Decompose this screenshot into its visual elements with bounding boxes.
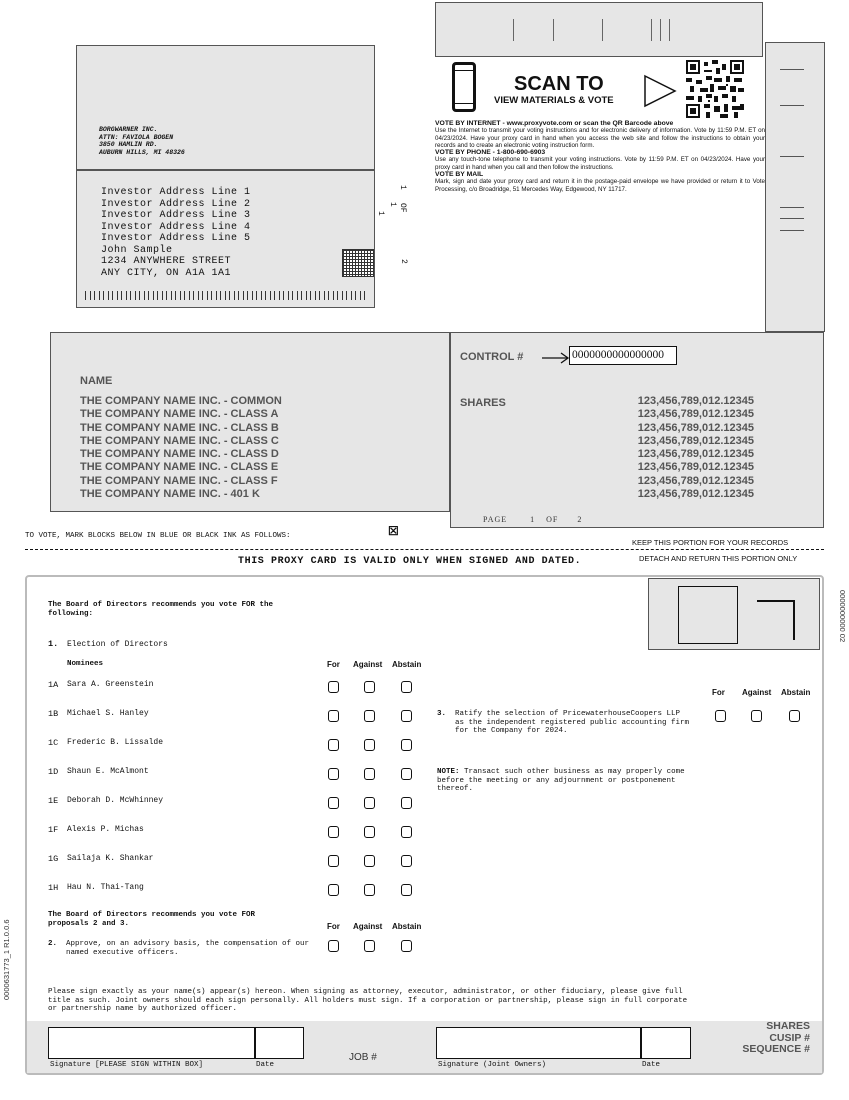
detach-line (25, 549, 824, 550)
nominee-abstain-checkbox[interactable] (401, 797, 412, 809)
page-marker: 1 (398, 185, 407, 190)
share-amount: 123,456,789,012.12345 (637, 395, 754, 407)
sender-line: AUBURN HILLS, MI 48326 (99, 148, 185, 156)
item-2-text: Approve, on an advisory basis, the compensation of our named executive officers. (66, 940, 310, 957)
recipient-address-panel (76, 170, 408, 308)
nominee-name: Sailaja K. Shankar (67, 854, 154, 863)
mark-example-box: ☒ (388, 524, 399, 538)
share-amount: 123,456,789,012.12345 (637, 488, 754, 501)
company-line: THE COMPANY NAME INC. - CLASS A (80, 408, 279, 421)
page-marker: 1 (388, 202, 397, 207)
nominee-for-checkbox[interactable] (328, 681, 339, 693)
col-for-header-3: For (712, 688, 725, 697)
board-recommendation-1: The Board of Directors recommends you vote FOR the following: (48, 601, 274, 618)
investor-line: Investor Address Line 1 (101, 187, 251, 198)
joint-date-box[interactable] (641, 1027, 691, 1059)
nominee-name: Frederic B. Lissalde (67, 738, 164, 747)
nominee-abstain-checkbox[interactable] (401, 739, 412, 751)
keep-portion-text: KEEP THIS PORTION FOR YOUR RECORDS (632, 538, 789, 547)
share-amount: 123,456,789,012.12345 (637, 434, 754, 447)
nominee-for-checkbox[interactable] (328, 797, 339, 809)
page-label: PAGE (483, 515, 508, 524)
sender-line: ATTN: FAVIOLA BOGEN (99, 133, 174, 141)
item-3-for-checkbox[interactable] (715, 710, 726, 722)
company-line: THE COMPANY NAME INC. - CLASS C (80, 434, 279, 447)
investor-line: 1234 ANYWHERE STREET (101, 256, 232, 267)
joint-signature-box[interactable] (436, 1027, 641, 1059)
note-text (437, 768, 693, 794)
sender-line: 3850 HAMLIN RD. (99, 141, 158, 148)
share-amount: 123,456,789,012.12345 (637, 408, 754, 421)
nominee-for-checkbox[interactable] (328, 855, 339, 867)
nominee-for-checkbox[interactable] (328, 884, 339, 896)
smartphone-icon (452, 62, 476, 112)
nominee-for-checkbox[interactable] (328, 768, 339, 780)
nominee-against-checkbox[interactable] (364, 855, 375, 867)
right-margin-code: 0000000000 02 (838, 590, 847, 643)
shares-label: SHARES (460, 397, 506, 409)
scan-subheading: VIEW MATERIALS & VOTE (494, 95, 614, 106)
nominee-against-checkbox[interactable] (364, 739, 375, 751)
control-label: CONTROL # (460, 351, 524, 363)
investor-line: Investor Address Line 4 (101, 221, 251, 233)
sender-address-panel (76, 45, 375, 170)
item-3-text: Ratify the selection of PricewaterhouseCoopers LLP as the independent registered public accounting firm for the Company for 2024. (455, 710, 690, 735)
nominees-header: Nominees (67, 660, 104, 668)
nominee-id: 1A (48, 680, 59, 690)
company-line: THE COMPANY NAME INC. - CLASS F (80, 474, 278, 487)
investor-line: ANY CITY, ON A1A 1A1 (101, 267, 232, 279)
item-1-number: 1. (48, 639, 59, 649)
col-against-header-3: Against (742, 688, 772, 697)
job-label: JOB # (349, 1052, 377, 1063)
col-for-header-2: For (327, 922, 340, 931)
holdings-shares-panel (450, 332, 824, 528)
note-label: NOTE: (437, 768, 460, 776)
shares-code-label: SHARES (766, 1020, 810, 1032)
company-line: THE COMPANY NAME INC. - CLASS B (80, 421, 279, 434)
date-box[interactable] (255, 1027, 304, 1059)
phone-vote-text: Use any touch-tone telephone to transmit your voting instructions. Vote by 11:59 P.M. ET on 04/23/2024. Have your proxy card in hand when you call and then follow the instructions. (435, 156, 765, 171)
nominee-against-checkbox[interactable] (364, 797, 375, 809)
signature-box[interactable] (48, 1027, 255, 1059)
scanner-mark-panel (648, 578, 820, 650)
nominee-abstain-checkbox[interactable] (401, 826, 412, 838)
nominee-abstain-checkbox[interactable] (401, 710, 412, 722)
joint-signature-label: Signature (Joint Owners) (438, 1061, 547, 1069)
phone-vote-heading: VOTE BY PHONE - 1-800-690-6903 (435, 149, 546, 157)
nominee-against-checkbox[interactable] (364, 826, 375, 838)
share-amount: 123,456,789,012.12345 (637, 461, 754, 474)
nominee-id: 1G (48, 854, 59, 864)
scanline-strip (435, 2, 763, 57)
nominee-for-checkbox[interactable] (328, 710, 339, 722)
col-abstain-header-2: Abstain (392, 922, 422, 931)
investor-line: Investor Address Line 2 (101, 198, 251, 210)
sign-instructions: Please sign exactly as your name(s) appear(s) hereon. When signing as attorney, executor, administrator, or other fiduciary, please give full title as such. Joint owners should each sign personally. All holders must sign. If a corporation or partnership, please sign in full corporate or partnership name by authorized officer. (48, 988, 688, 1014)
share-amount: 123,456,789,012.12345 (637, 421, 754, 434)
nominee-abstain-checkbox[interactable] (401, 768, 412, 780)
company-line: THE COMPANY NAME INC. - 401 K (80, 488, 260, 501)
item-2-number: 2. (48, 940, 58, 948)
col-against-header: Against (353, 660, 383, 669)
page-total: 2 (577, 515, 583, 524)
nominee-id: 1D (48, 767, 59, 777)
investor-line: Investor Address Line 3 (101, 210, 251, 221)
name-label: NAME (80, 375, 113, 387)
nominee-name: Alexis P. Michas (67, 825, 144, 834)
internet-vote-text: Use the Internet to transmit your voting instructions and for electronic delivery of information. Vote by 11:59 P.M. ET on 04/23/2024. Have your proxy card in hand when you access the web site and follow the instructions to obtain your records and to create an electronic voting instruction form. (435, 127, 765, 149)
nominee-abstain-checkbox[interactable] (401, 855, 412, 867)
scan-to-heading: SCAN TO (514, 73, 604, 95)
page-of: OF (546, 515, 559, 524)
nominee-abstain-checkbox[interactable] (401, 884, 412, 896)
nominee-against-checkbox[interactable] (364, 710, 375, 722)
nominee-name: Michael S. Hanley (67, 709, 149, 718)
joint-date-label: Date (642, 1061, 661, 1069)
item-1-text: Election of Directors (67, 640, 168, 649)
mail-vote-heading: VOTE BY MAIL (435, 171, 484, 179)
play-arrow-icon (643, 74, 678, 108)
nominee-name: Hau N. Thai-Tang (67, 883, 144, 892)
col-against-header-2: Against (353, 922, 383, 931)
mark-instructions: TO VOTE, MARK BLOCKS BELOW IN BLUE OR BLACK INK AS FOLLOWS: (25, 532, 291, 540)
investor-line: Investor Address Line 5 (101, 233, 251, 244)
investor-line: John Sample (101, 244, 173, 256)
sender-line: BORGWARNER INC. (99, 126, 158, 133)
nominee-id: 1E (48, 796, 59, 806)
item-3-number: 3. (437, 710, 447, 718)
holdings-name-panel (50, 332, 450, 512)
nominee-id: 1C (48, 738, 59, 748)
nominee-id: 1B (48, 709, 59, 719)
nominee-id: 1F (48, 825, 59, 835)
datamatrix-grid-icon (342, 249, 374, 277)
item-3-against-checkbox[interactable] (751, 710, 762, 722)
col-abstain-header: Abstain (392, 660, 422, 669)
mail-vote-text: Mark, sign and date your proxy card and return it in the postage-paid envelope we have provided or return it to Vote Processing, c/o Broadridge, 51 Mercedes Way, Edgewood, NY 11717. (435, 178, 765, 193)
col-for-header: For (327, 660, 340, 669)
page-marker: 2 (399, 259, 408, 264)
company-line: THE COMPANY NAME INC. - CLASS D (80, 448, 279, 461)
internet-vote-heading: VOTE BY INTERNET - www.proxyvote.com or scan the QR Barcode above (435, 120, 674, 127)
cusip-label: CUSIP # (769, 1031, 810, 1044)
left-margin-code: 0000631773_1 R1.0.0.6 (2, 919, 11, 1000)
detach-portion-text: DETACH AND RETURN THIS PORTION ONLY (639, 554, 798, 563)
item-3-abstain-checkbox[interactable] (789, 710, 800, 722)
company-line: THE COMPANY NAME INC. - COMMON (80, 395, 282, 407)
right-side-panel (765, 42, 825, 332)
share-amount: 123,456,789,012.12345 (637, 448, 754, 461)
item-2-abstain-checkbox[interactable] (401, 940, 412, 952)
arrow-right-icon (541, 352, 571, 364)
postal-barcode-icon (85, 291, 367, 300)
page-marker: 1 (376, 211, 385, 216)
nominee-against-checkbox[interactable] (364, 768, 375, 780)
qr-code-icon (686, 60, 744, 118)
nominee-id: 1H (48, 883, 59, 893)
item-2-against-checkbox[interactable] (364, 940, 375, 952)
company-line: THE COMPANY NAME INC. - CLASS E (80, 461, 279, 474)
voting-instructions (435, 120, 765, 193)
page-number: 1 (530, 515, 536, 524)
nominee-name: Deborah D. McWhinney (67, 796, 164, 805)
date-label: Date (256, 1061, 275, 1069)
nominee-abstain-checkbox[interactable] (401, 681, 412, 693)
signature-label: Signature [PLEASE SIGN WITHIN BOX] (50, 1061, 204, 1069)
nominee-against-checkbox[interactable] (364, 884, 375, 896)
nominee-name: Shaun E. McAlmont (67, 767, 149, 776)
nominee-name: Sara A. Greenstein (67, 680, 154, 689)
share-amount: 123,456,789,012.12345 (637, 474, 754, 487)
valid-notice: THIS PROXY CARD IS VALID ONLY WHEN SIGNED AND DATED. (238, 556, 582, 567)
nominee-for-checkbox[interactable] (328, 826, 339, 838)
board-recommendation-2: The Board of Directors recommends you vote FOR proposals 2 and 3. (48, 911, 256, 928)
control-number-field: 0000000000000000 (569, 346, 677, 365)
item-2-for-checkbox[interactable] (328, 940, 339, 952)
sequence-label: SEQUENCE # (742, 1043, 810, 1055)
note-body: Transact such other business as may properly come before the meeting or any adjournment or postponement thereof. (437, 768, 685, 793)
page-marker-of: OF (398, 203, 407, 213)
nominee-for-checkbox[interactable] (328, 739, 339, 751)
col-abstain-header-3: Abstain (781, 688, 811, 697)
nominee-against-checkbox[interactable] (364, 681, 375, 693)
